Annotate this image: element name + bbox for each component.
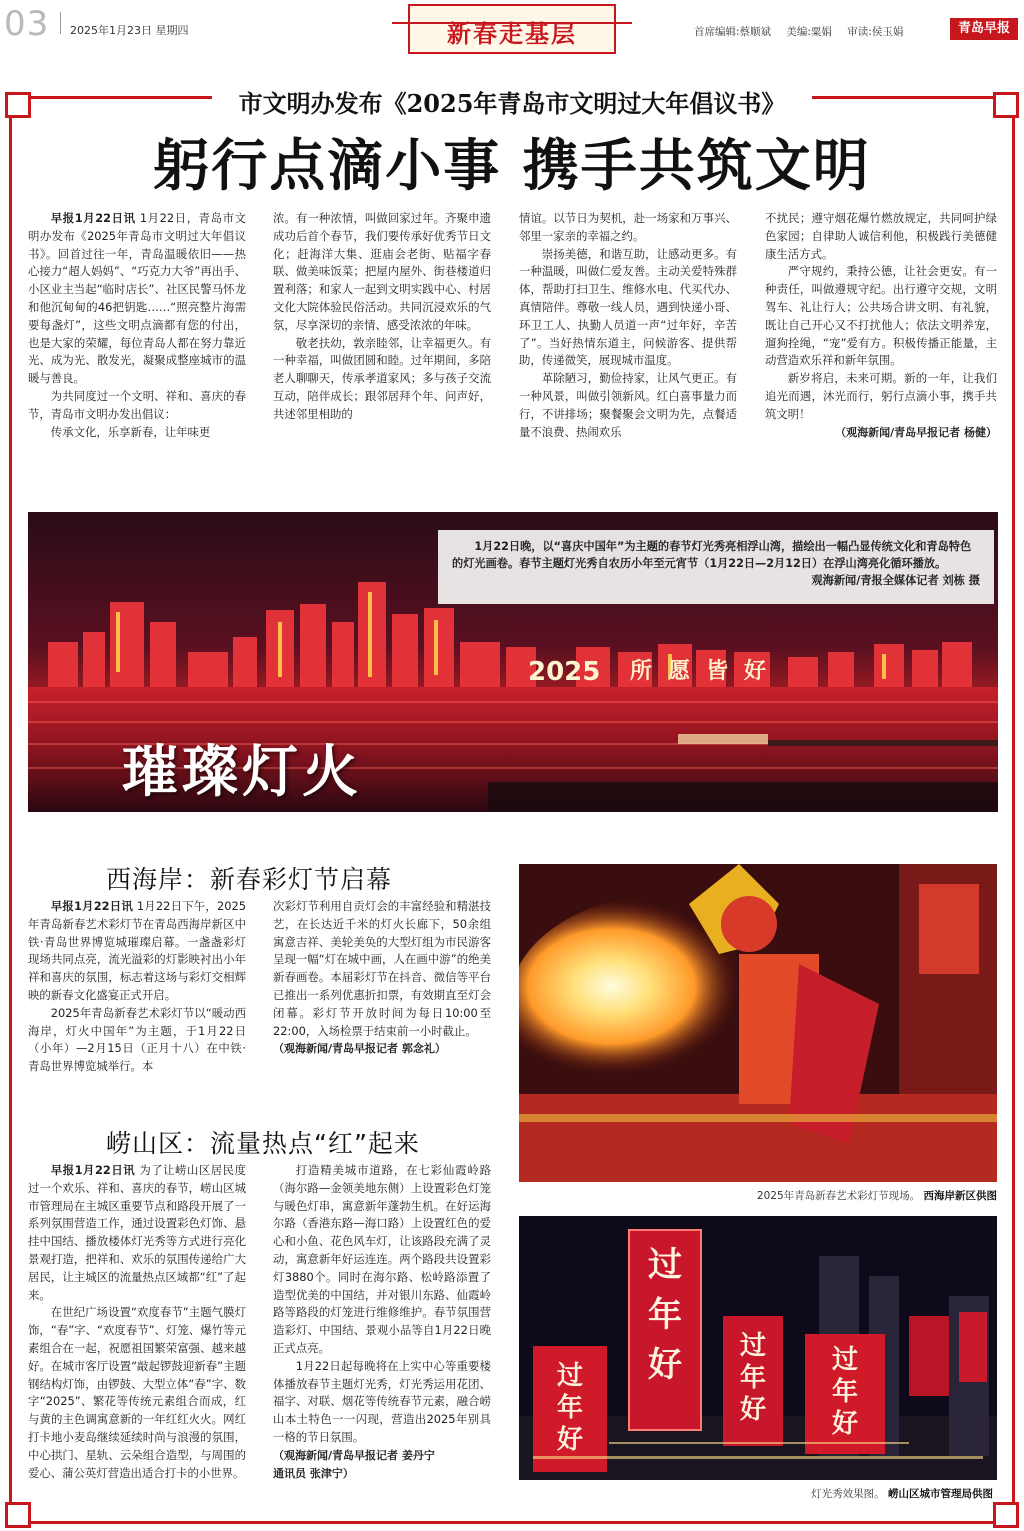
column-banner [408, 4, 616, 54]
lightshow-text: 所 [630, 659, 653, 684]
lightshow-text: 皆 [706, 659, 729, 684]
city-building-text: 年 [831, 1377, 859, 1407]
city-building-text: 年 [556, 1393, 584, 1423]
city-photo-caption [519, 1486, 993, 1501]
city-building-text: 好 [831, 1409, 859, 1439]
lightshow-text: 好 [744, 659, 767, 684]
editor-credits [694, 24, 915, 39]
lightshow-text: 2025 [528, 657, 601, 687]
art-editor: 美编:粟娟 [786, 26, 832, 38]
column-name: 新春走基层 [447, 19, 577, 48]
article-credit: （观海新闻/青岛早报记者 杨健） [835, 425, 997, 439]
article-column-2 [273, 210, 491, 460]
city-building-text: 年 [739, 1363, 767, 1393]
article-paragraph: 为共同度过一个文明、祥和、喜庆的春节，青岛市文明办发出倡议： [28, 388, 246, 421]
city-caption-credit: 崂山区城市管理局供图 [888, 1488, 993, 1500]
laoshan-paragraph: 在世纪广场设置“欢度春节”主题气膜灯饰，“春”字、“欢度春节”、灯笼、爆竹等元素组合在一起，祝愿祖国繁荣富强、越来越好。在城市客厅设置“敲起锣鼓迎新春”主题钢结构灯饰，由锣鼓、大型立体“春”字、数字“2025”、繁花等传统元素组合而成，红与黄的主色调寓意新的一年红红火火。网红打卡地小麦岛继续延续时尚与浪漫的氛围，中心拱门、星轨、云朵组合造型，与周围的爱心、蒲公英灯营造出适合打卡的小世界。 [28, 1305, 246, 1480]
laoshan-column-1 [28, 1162, 246, 1498]
city-building-text: 好 [556, 1425, 584, 1455]
article-paragraph: 严守规约，秉持公德，让社会更安。有一种责任，叫做遵规守纪。出行遵守交规，文明驾车、礼让行人；公共场合讲文明、有礼貌，既让自己开心又不打扰他人；依法文明养宠，遛狗拴绳，“宠”爱有方。积极传播正能量，主动营造欢乐祥和新年氛围。 [765, 264, 997, 368]
night-photo-caption [438, 530, 994, 604]
newspaper-logo: 青岛早报 [950, 18, 1018, 40]
article-column-4 [765, 210, 997, 460]
article-paragraph: 崇扬美德，和谐互助，让感动更多。有一种温暖，叫做仁爱友善。主动关爱特殊群体，帮助打扫卫生、维修水电、代买代办、真情陪伴。尊敬一线人员，遇到快递小哥、环卫工人、执勤人员道一声“过年好，辛苦了”。当好热情东道主，问候游客、提供帮助，传递微笑，展现城市温度。 [519, 246, 737, 368]
laoshan-paragraph: 为了让崂山区居民度过一个欢乐、祥和、喜庆的春节，崂山区城市管理局在主城区重要节点和路段开展了一系列氛围营造工作，通过设置彩色灯饰、悬挂中国结、播放楼体灯光秀等方式进行亮化景观打造，把祥和、欢乐的氛围传递给广大居民，让主城区的流量热点区域都“红”了起来。 [28, 1163, 246, 1302]
night-photo-overlay-title: 璀璨灯火 [122, 740, 362, 805]
article-paragraph: 新岁将启，未来可期。新的一年，让我们追光而遇，沐光而行，躬行点滴小事，携手共筑文明！ [765, 371, 997, 421]
article-column-3 [519, 210, 737, 460]
xihaian-credit: （观海新闻/青岛早报记者 郭念礼） [273, 1042, 446, 1056]
article-paragraph: 浓。有一种浓情，叫做回家过年。齐聚申遗成功后首个春节，我们要传承好优秀节日文化；赶海洋大集、逛庙会老街、贴福字春联、做美味饭菜；把屋内屋外、街巷楼道归置利落；和家人一起到文明实践中心、村居文化大院体验民俗活动。共同沉浸欢乐的气氛，尽享深切的亲情、感受浓浓的年味。 [273, 211, 491, 332]
xihaian-column-2 [273, 898, 491, 1094]
page-number: 03 [4, 4, 50, 44]
laoshan-column-2 [273, 1162, 491, 1498]
laoshan-paragraph: 1月22日起每晚将在上实中心等重要楼体播放春节主题灯光秀，灯光秀运用花团、福字、对联、烟花等传统春节元素，融合崂山本土特色一一闪现，营造出2025年别具一格的节日氛围。 [273, 1358, 491, 1444]
laoshan-paragraph: 打造精美城市道路，在七彩仙霞岭路（海尔路—金领美地东侧）上设置彩色灯笼与暖色灯串，寓意新年蓬勃生机。在好运海尔路（香港东路—海口路）上设置红色的爱心和小鱼、花色风车灯，让该路段充满了灵动，寓意新年好运连连。两个路段共设置彩灯3880个。同时在海尔路、松岭路添置了造型优美的中国结，并对银川东路、仙霞岭路等路段的灯笼进行维修维护。春节氛围营造彩灯、中国结、景观小品等自1月22日晚正式点亮。 [273, 1163, 491, 1355]
fire-caption-credit: 西海岸新区供图 [923, 1190, 997, 1202]
city-building-text: 过 [556, 1361, 584, 1391]
xihaian-lead: 早报1月22日讯 [50, 899, 133, 913]
article-column-1 [28, 210, 246, 460]
frame-corner [993, 1502, 1019, 1528]
xihaian-paragraph: 次彩灯节利用自贡灯会的丰富经验和精湛技艺，在长达近千米的灯火长廊下，50余组寓意吉祥、美轮美奂的大型灯组为市民游客呈现一幅“灯在城中画，人在画中游”的绝美新春画卷。本届彩灯节在抖音、微信等平台已推出一系列优惠折扣票，有效期直至灯会闭幕。彩灯节开放时间为每日10:00至22:00，入场检票于结束前一小时截止。 [273, 899, 491, 1038]
city-caption-text: 灯光秀效果图。 [811, 1488, 885, 1500]
article-paragraph: 情谊。以节日为契机，赴一场家和万事兴、邻里一家亲的幸福之约。 [519, 211, 737, 243]
night-caption-credit: 观海新闻/青报全媒体记者 刘栋 摄 [811, 574, 980, 587]
header-divider [60, 12, 61, 34]
city-building-text: 过 [831, 1345, 859, 1375]
fire-photo-caption [519, 1188, 997, 1203]
city-building-text: 好 [739, 1395, 767, 1425]
city-building-text: 好 [648, 1345, 682, 1385]
xihaian-paragraph: 2025年青岛新春艺术彩灯节以“暖动西海岸，灯火中国年”为主题，于1月22日（小年）—2月15日（正月十八）在中铁·青岛世界博览城举行。本 [28, 1005, 246, 1074]
article-lead: 早报1月22日讯 [50, 211, 136, 225]
xihaian-paragraph: 1月22日下午，2025年青岛新春艺术彩灯节在青岛西海岸新区中铁·青岛世界博览城璀璨启幕。一盏盏彩灯现场共同点亮，流光溢彩的灯影映衬出小年祥和喜庆的氛围，标志着这场与彩灯交相辉映的新春文化盛宴正式开启。 [28, 899, 246, 1002]
article-paragraph: 1月22日，青岛市文明办发布《2025年青岛市文明过大年倡议书》。回首过往一年，青岛温暖依旧——热心接力“超人妈妈”、“巧克力大爷”再出手、小区业主当起“临时店长”、社区民警马怀龙和他沉甸甸的46把钥匙……“照亮整片海需要每盏灯”，这些文明点滴都有您的付出，也是大家的荣耀，每位青岛人都在努力靠近光、成为光、散发光，凝聚成整座城市的温暖与善良。 [28, 211, 246, 386]
city-building-text: 年 [648, 1295, 682, 1335]
article-paragraph: 传承文化，乐享新春，让年味更 [50, 424, 211, 439]
laoshan-lead: 早报1月22日讯 [50, 1163, 136, 1177]
city-lightshow-photo [519, 1216, 997, 1480]
night-caption-text: 1月22日晚，以“喜庆中国年”为主题的春节灯光秀亮相浮山湾，描绘出一幅凸显传统文化和青岛特色的灯光画卷。春节主题灯光秀自农历小年至元宵节（1月22日—2月12日）在浮山湾亮化循环播放。 [452, 540, 972, 570]
lightshow-text: 愿 [668, 659, 691, 684]
article-paragraph: 革除陋习，勤俭持家，让风气更正。有一种风景，叫做引领新风。红白喜事量力而行，不讲排场；聚餐聚会文明为先，点餐适量不浪费、热闹欢乐 [519, 371, 737, 439]
fire-lantern-photo [519, 864, 997, 1182]
laoshan-title: 崂山区：流量热点“红”起来 [106, 1129, 420, 1158]
xihaian-column-1 [28, 898, 246, 1094]
fire-caption-text: 2025年青岛新春艺术彩灯节现场。 [756, 1190, 921, 1202]
article-headline: 躬行点滴小事 携手共筑文明 [153, 134, 871, 199]
issue-date: 2025年1月23日 星期四 [70, 24, 189, 37]
frame-corner [5, 1502, 31, 1528]
laoshan-credit-2: 通讯员 张津宁） [273, 1466, 354, 1480]
article-kicker: 市文明办发布《2025年青岛市文明过大年倡议书》 [238, 89, 786, 118]
chief-editor: 首席编辑:蔡顺斌 [694, 26, 772, 38]
laoshan-credit-1: （观海新闻/青岛早报记者 姜丹宁 [273, 1448, 435, 1462]
xihaian-title: 西海岸：新春彩灯节启幕 [106, 865, 393, 894]
city-building-text: 过 [648, 1245, 682, 1285]
page-header [0, 0, 1024, 58]
proofreader: 审读:侯玉娟 [847, 26, 904, 38]
article-paragraph: 敬老扶幼，敦亲睦邻，让幸福更久。有一种幸福，叫做团圆和睦。过年期间，多陪老人聊聊天，传承孝道家风；多与孩子交流互动，陪伴成长；跟邻居拜个年、问声好，共述邻里相助的 [273, 335, 491, 421]
article-paragraph: 不扰民；遵守烟花爆竹燃放规定，共同呵护绿色家园；自律助人诚信利他，积极践行美德健康生活方式。 [765, 211, 997, 261]
city-building-text: 过 [739, 1331, 767, 1361]
